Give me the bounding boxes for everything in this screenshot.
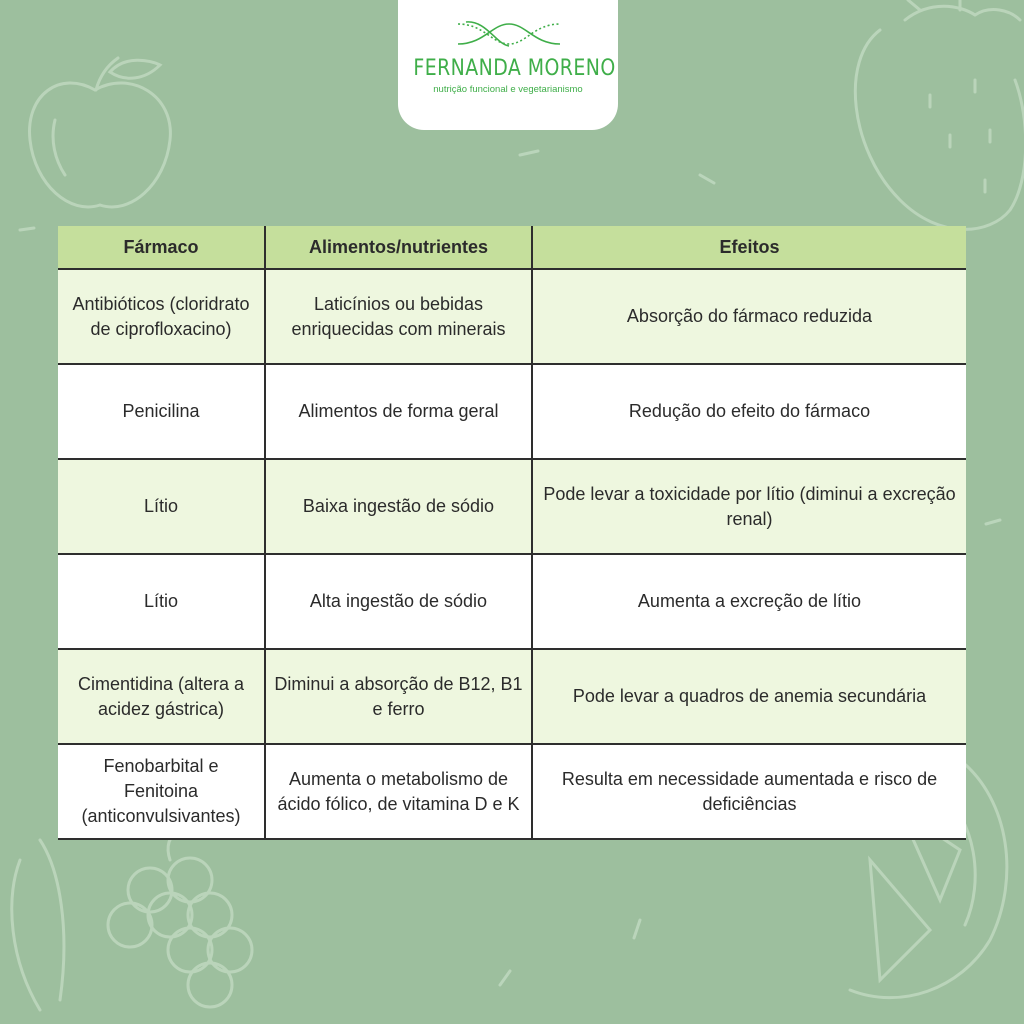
- table-row: [58, 649, 966, 744]
- strawberry-icon: [855, 0, 1024, 229]
- cell-farmaco: Fenobarbital e Fenitoina (anticonvulsivantes): [58, 744, 265, 839]
- grapes-icon: [12, 828, 252, 1010]
- table-header-row: [58, 226, 966, 269]
- interaction-table: [58, 226, 966, 840]
- cell-alimentos: Laticínios ou bebidas enriquecidas com minerais: [265, 269, 532, 364]
- cell-alimentos: Aumenta o metabolismo de ácido fólico, de vitamina D e K: [265, 744, 532, 839]
- cell-alimentos: Baixa ingestão de sódio: [265, 459, 532, 554]
- cell-efeitos: Pode levar a quadros de anemia secundária: [532, 649, 966, 744]
- logo: [398, 0, 618, 130]
- table-row: [58, 459, 966, 554]
- table-row: [58, 554, 966, 649]
- cell-farmaco: Penicilina: [58, 364, 265, 459]
- cell-alimentos: Diminui a absorção de B12, B1 e ferro: [265, 649, 532, 744]
- header-efeitos: Efeitos: [532, 226, 966, 269]
- cell-alimentos: Alta ingestão de sódio: [265, 554, 532, 649]
- brand-tagline: nutrição funcional e vegetarianismo: [433, 84, 583, 95]
- cell-efeitos: Pode levar a toxicidade por lítio (diminui a excreção renal): [532, 459, 966, 554]
- brand-name: FERNANDA MORENO: [413, 56, 616, 81]
- apple-icon: [30, 58, 171, 207]
- cell-farmaco: Antibióticos (cloridrato de ciprofloxacino): [58, 269, 265, 364]
- header-alimentos: Alimentos/nutrientes: [265, 226, 532, 269]
- cell-efeitos: Aumenta a excreção de lítio: [532, 554, 966, 649]
- dna-helix-icon: [456, 16, 562, 52]
- cell-farmaco: Lítio: [58, 554, 265, 649]
- header-farmaco: Fármaco: [58, 226, 265, 269]
- cell-efeitos: Resulta em necessidade aumentada e risco de deficiências: [532, 744, 966, 839]
- cell-efeitos: Absorção do fármaco reduzida: [532, 269, 966, 364]
- cell-farmaco: Lítio: [58, 459, 265, 554]
- table-row: [58, 269, 966, 364]
- cell-alimentos: Alimentos de forma geral: [265, 364, 532, 459]
- table-row: [58, 744, 966, 839]
- cell-farmaco: Cimentidina (altera a acidez gástrica): [58, 649, 265, 744]
- table-row: [58, 364, 966, 459]
- cell-efeitos: Redução do efeito do fármaco: [532, 364, 966, 459]
